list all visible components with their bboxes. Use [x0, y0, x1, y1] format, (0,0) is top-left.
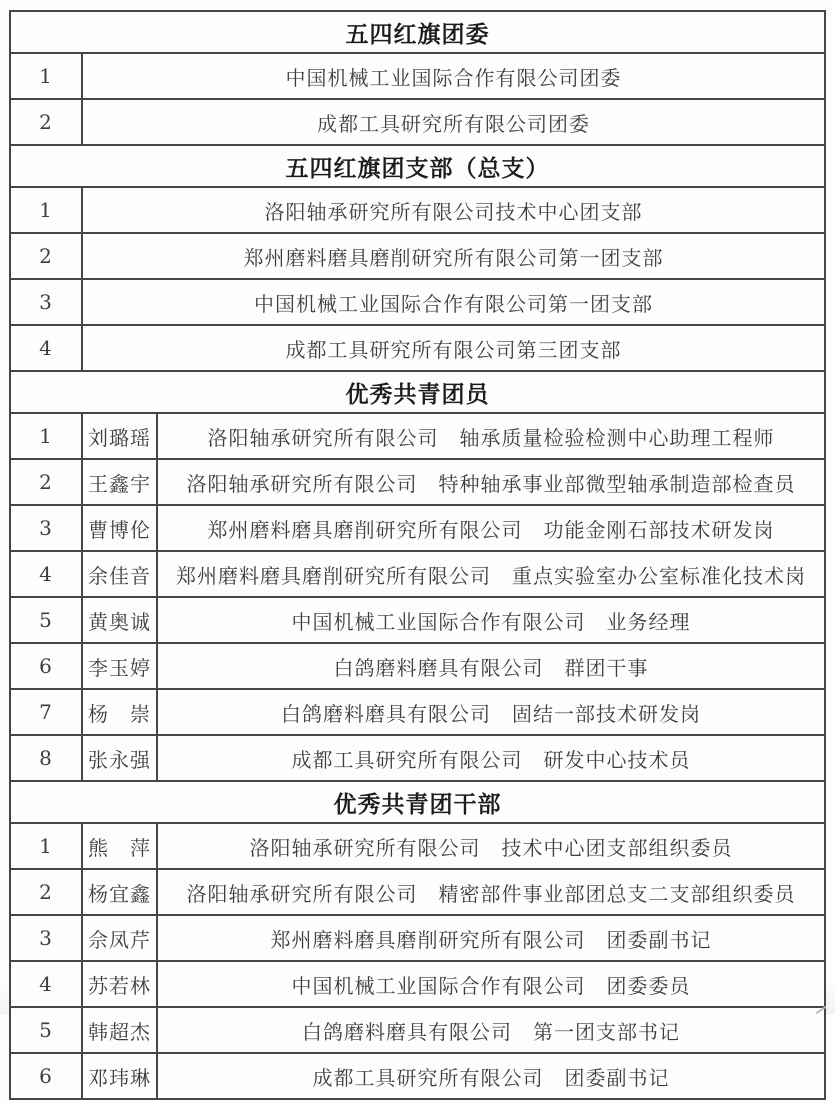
section-header-row — [10, 371, 825, 413]
table-row — [10, 99, 825, 145]
person-name-cell: 王鑫宇 — [82, 459, 157, 505]
person-name-cell: 杨宜鑫 — [82, 869, 157, 915]
table-row — [10, 915, 825, 961]
table-row — [10, 1053, 825, 1099]
description-cell: 成都工具研究所有限公司第三团支部 — [82, 325, 825, 371]
person-name-cell: 余佳音 — [82, 551, 157, 597]
person-name-cell: 韩超杰 — [82, 1007, 157, 1053]
row-number-cell: 4 — [10, 961, 82, 1007]
description-cell: 白鸽磨料磨具有限公司 第一团支部书记 — [157, 1007, 825, 1053]
table-row — [10, 735, 825, 781]
person-name-cell: 杨 崇 — [82, 689, 157, 735]
description-cell: 白鸽磨料磨具有限公司 固结一部技术研发岗 — [157, 689, 825, 735]
row-number-cell: 1 — [10, 413, 82, 459]
table-row — [10, 233, 825, 279]
description-cell: 成都工具研究所有限公司团委 — [82, 99, 825, 145]
table-row — [10, 325, 825, 371]
table-row — [10, 53, 825, 99]
person-name-cell: 佘凤芹 — [82, 915, 157, 961]
description-cell: 郑州磨料磨具磨削研究所有限公司 功能金刚石部技术研发岗 — [157, 505, 825, 551]
section-title: 五四红旗团委 — [10, 11, 825, 53]
description-cell: 郑州磨料磨具磨削研究所有限公司 重点实验室办公室标准化技术岗 — [157, 551, 825, 597]
table-row — [10, 279, 825, 325]
row-number-cell: 1 — [10, 53, 82, 99]
row-number-cell: 4 — [10, 551, 82, 597]
row-number-cell: 1 — [10, 187, 82, 233]
row-number-cell: 3 — [10, 915, 82, 961]
description-cell: 中国机械工业国际合作有限公司团委 — [82, 53, 825, 99]
row-number-cell: 8 — [10, 735, 82, 781]
table-row — [10, 187, 825, 233]
description-cell: 中国机械工业国际合作有限公司 团委委员 — [157, 961, 825, 1007]
table-row — [10, 961, 825, 1007]
row-number-cell: 2 — [10, 869, 82, 915]
person-name-cell: 曹博伦 — [82, 505, 157, 551]
description-cell: 中国机械工业国际合作有限公司 业务经理 — [157, 597, 825, 643]
description-cell: 洛阳轴承研究所有限公司 精密部件事业部团总支二支部组织委员 — [157, 869, 825, 915]
section-header-row — [10, 11, 825, 53]
description-cell: 洛阳轴承研究所有限公司 轴承质量检验检测中心助理工程师 — [157, 413, 825, 459]
table-row — [10, 459, 825, 505]
description-cell: 郑州磨料磨具磨削研究所有限公司 团委副书记 — [157, 915, 825, 961]
section-title: 优秀共青团员 — [10, 371, 825, 413]
awards-table — [9, 10, 826, 1100]
row-number-cell: 1 — [10, 823, 82, 869]
table-row — [10, 869, 825, 915]
row-number-cell: 4 — [10, 325, 82, 371]
table-row — [10, 551, 825, 597]
row-number-cell: 7 — [10, 689, 82, 735]
table-row — [10, 597, 825, 643]
description-cell: 洛阳轴承研究所有限公司 技术中心团支部组织委员 — [157, 823, 825, 869]
person-name-cell: 黄奥诚 — [82, 597, 157, 643]
row-number-cell: 3 — [10, 505, 82, 551]
person-name-cell: 熊 萍 — [82, 823, 157, 869]
table-row — [10, 689, 825, 735]
description-cell: 洛阳轴承研究所有限公司 特种轴承事业部微型轴承制造部检查员 — [157, 459, 825, 505]
row-number-cell: 2 — [10, 459, 82, 505]
row-number-cell: 2 — [10, 233, 82, 279]
person-name-cell: 刘璐瑶 — [82, 413, 157, 459]
person-name-cell: 张永强 — [82, 735, 157, 781]
row-number-cell: 2 — [10, 99, 82, 145]
description-cell: 郑州磨料磨具磨削研究所有限公司第一团支部 — [82, 233, 825, 279]
description-cell: 成都工具研究所有限公司 团委副书记 — [157, 1053, 825, 1099]
section-header-row — [10, 781, 825, 823]
table-row — [10, 505, 825, 551]
table-row — [10, 643, 825, 689]
description-cell: 成都工具研究所有限公司 研发中心技术员 — [157, 735, 825, 781]
section-title: 优秀共青团干部 — [10, 781, 825, 823]
description-cell: 洛阳轴承研究所有限公司技术中心团支部 — [82, 187, 825, 233]
person-name-cell: 苏若林 — [82, 961, 157, 1007]
section-header-row — [10, 145, 825, 187]
awards-table-body — [10, 11, 825, 1099]
row-number-cell: 6 — [10, 1053, 82, 1099]
row-number-cell: 3 — [10, 279, 82, 325]
row-number-cell: 5 — [10, 597, 82, 643]
person-name-cell: 邓玮琳 — [82, 1053, 157, 1099]
description-cell: 白鸽磨料磨具有限公司 群团干事 — [157, 643, 825, 689]
row-number-cell: 5 — [10, 1007, 82, 1053]
table-row — [10, 823, 825, 869]
table-row — [10, 413, 825, 459]
description-cell: 中国机械工业国际合作有限公司第一团支部 — [82, 279, 825, 325]
row-number-cell: 6 — [10, 643, 82, 689]
person-name-cell: 李玉婷 — [82, 643, 157, 689]
section-title: 五四红旗团支部（总支） — [10, 145, 825, 187]
